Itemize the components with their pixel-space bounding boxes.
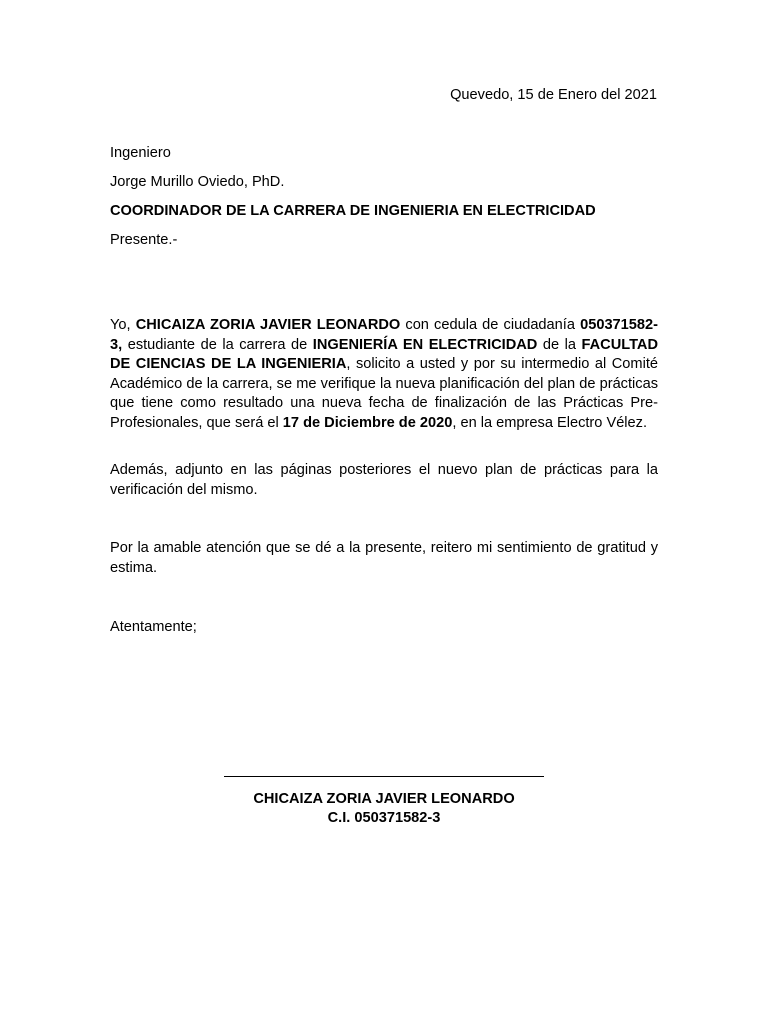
p1-text-4: de la <box>537 336 582 353</box>
student-id: 050371582-3, <box>110 317 659 353</box>
faculty-name: FACULTAD DE CIENCIAS DE LA INGENIERIA <box>110 336 658 372</box>
career-name: INGENIERÍA EN ELECTRICIDAD <box>312 336 538 353</box>
p1-text-6: , en la empresa Electro Vélez. <box>452 414 648 431</box>
date-line: Quevedo, 15 de Enero del 2021 <box>450 87 657 103</box>
closing-line: Atentamente; <box>110 619 197 635</box>
signature-id: C.I. 050371582-3 <box>327 810 441 826</box>
signature-line <box>224 776 544 777</box>
body-paragraph-attachment: Además, adjunto en las páginas posteriores el nuevo plan de prácticas para la verificación del mismo. <box>110 462 658 498</box>
signature-name: CHICAIZA ZORIA JAVIER LEONARDO <box>253 791 515 807</box>
p1-text-5: , solicito a usted y por su intermedio al Comité Académico de la carrera, se me verifique la nueva planificación del plan de prácticas que tiene como resultado una nueva fecha de finalización de las Prácticas Pre-Profesionales, que será el <box>110 356 658 431</box>
addressee-position: COORDINADOR DE LA CARRERA DE INGENIERIA EN ELECTRICIDAD <box>110 203 596 219</box>
addressee-name: Jorge Murillo Oviedo, PhD. <box>110 174 285 190</box>
body-paragraph-thanks: Por la amable atención que se dé a la presente, reitero mi sentimiento de gratitud y estima. <box>110 540 658 576</box>
end-date: 17 de Diciembre de 2020 <box>282 414 453 431</box>
greeting: Presente.- <box>110 232 178 248</box>
p1-text-2: con cedula de ciudadanía <box>400 317 581 333</box>
body-paragraph-request <box>110 316 658 433</box>
p1-text-1: Yo, <box>110 317 136 333</box>
p1-text-3: estudiante de la carrera de <box>122 336 313 353</box>
student-name: CHICAIZA ZORIA JAVIER LEONARDO <box>135 317 401 333</box>
addressee-title: Ingeniero <box>110 145 171 161</box>
signature-block <box>200 790 568 828</box>
